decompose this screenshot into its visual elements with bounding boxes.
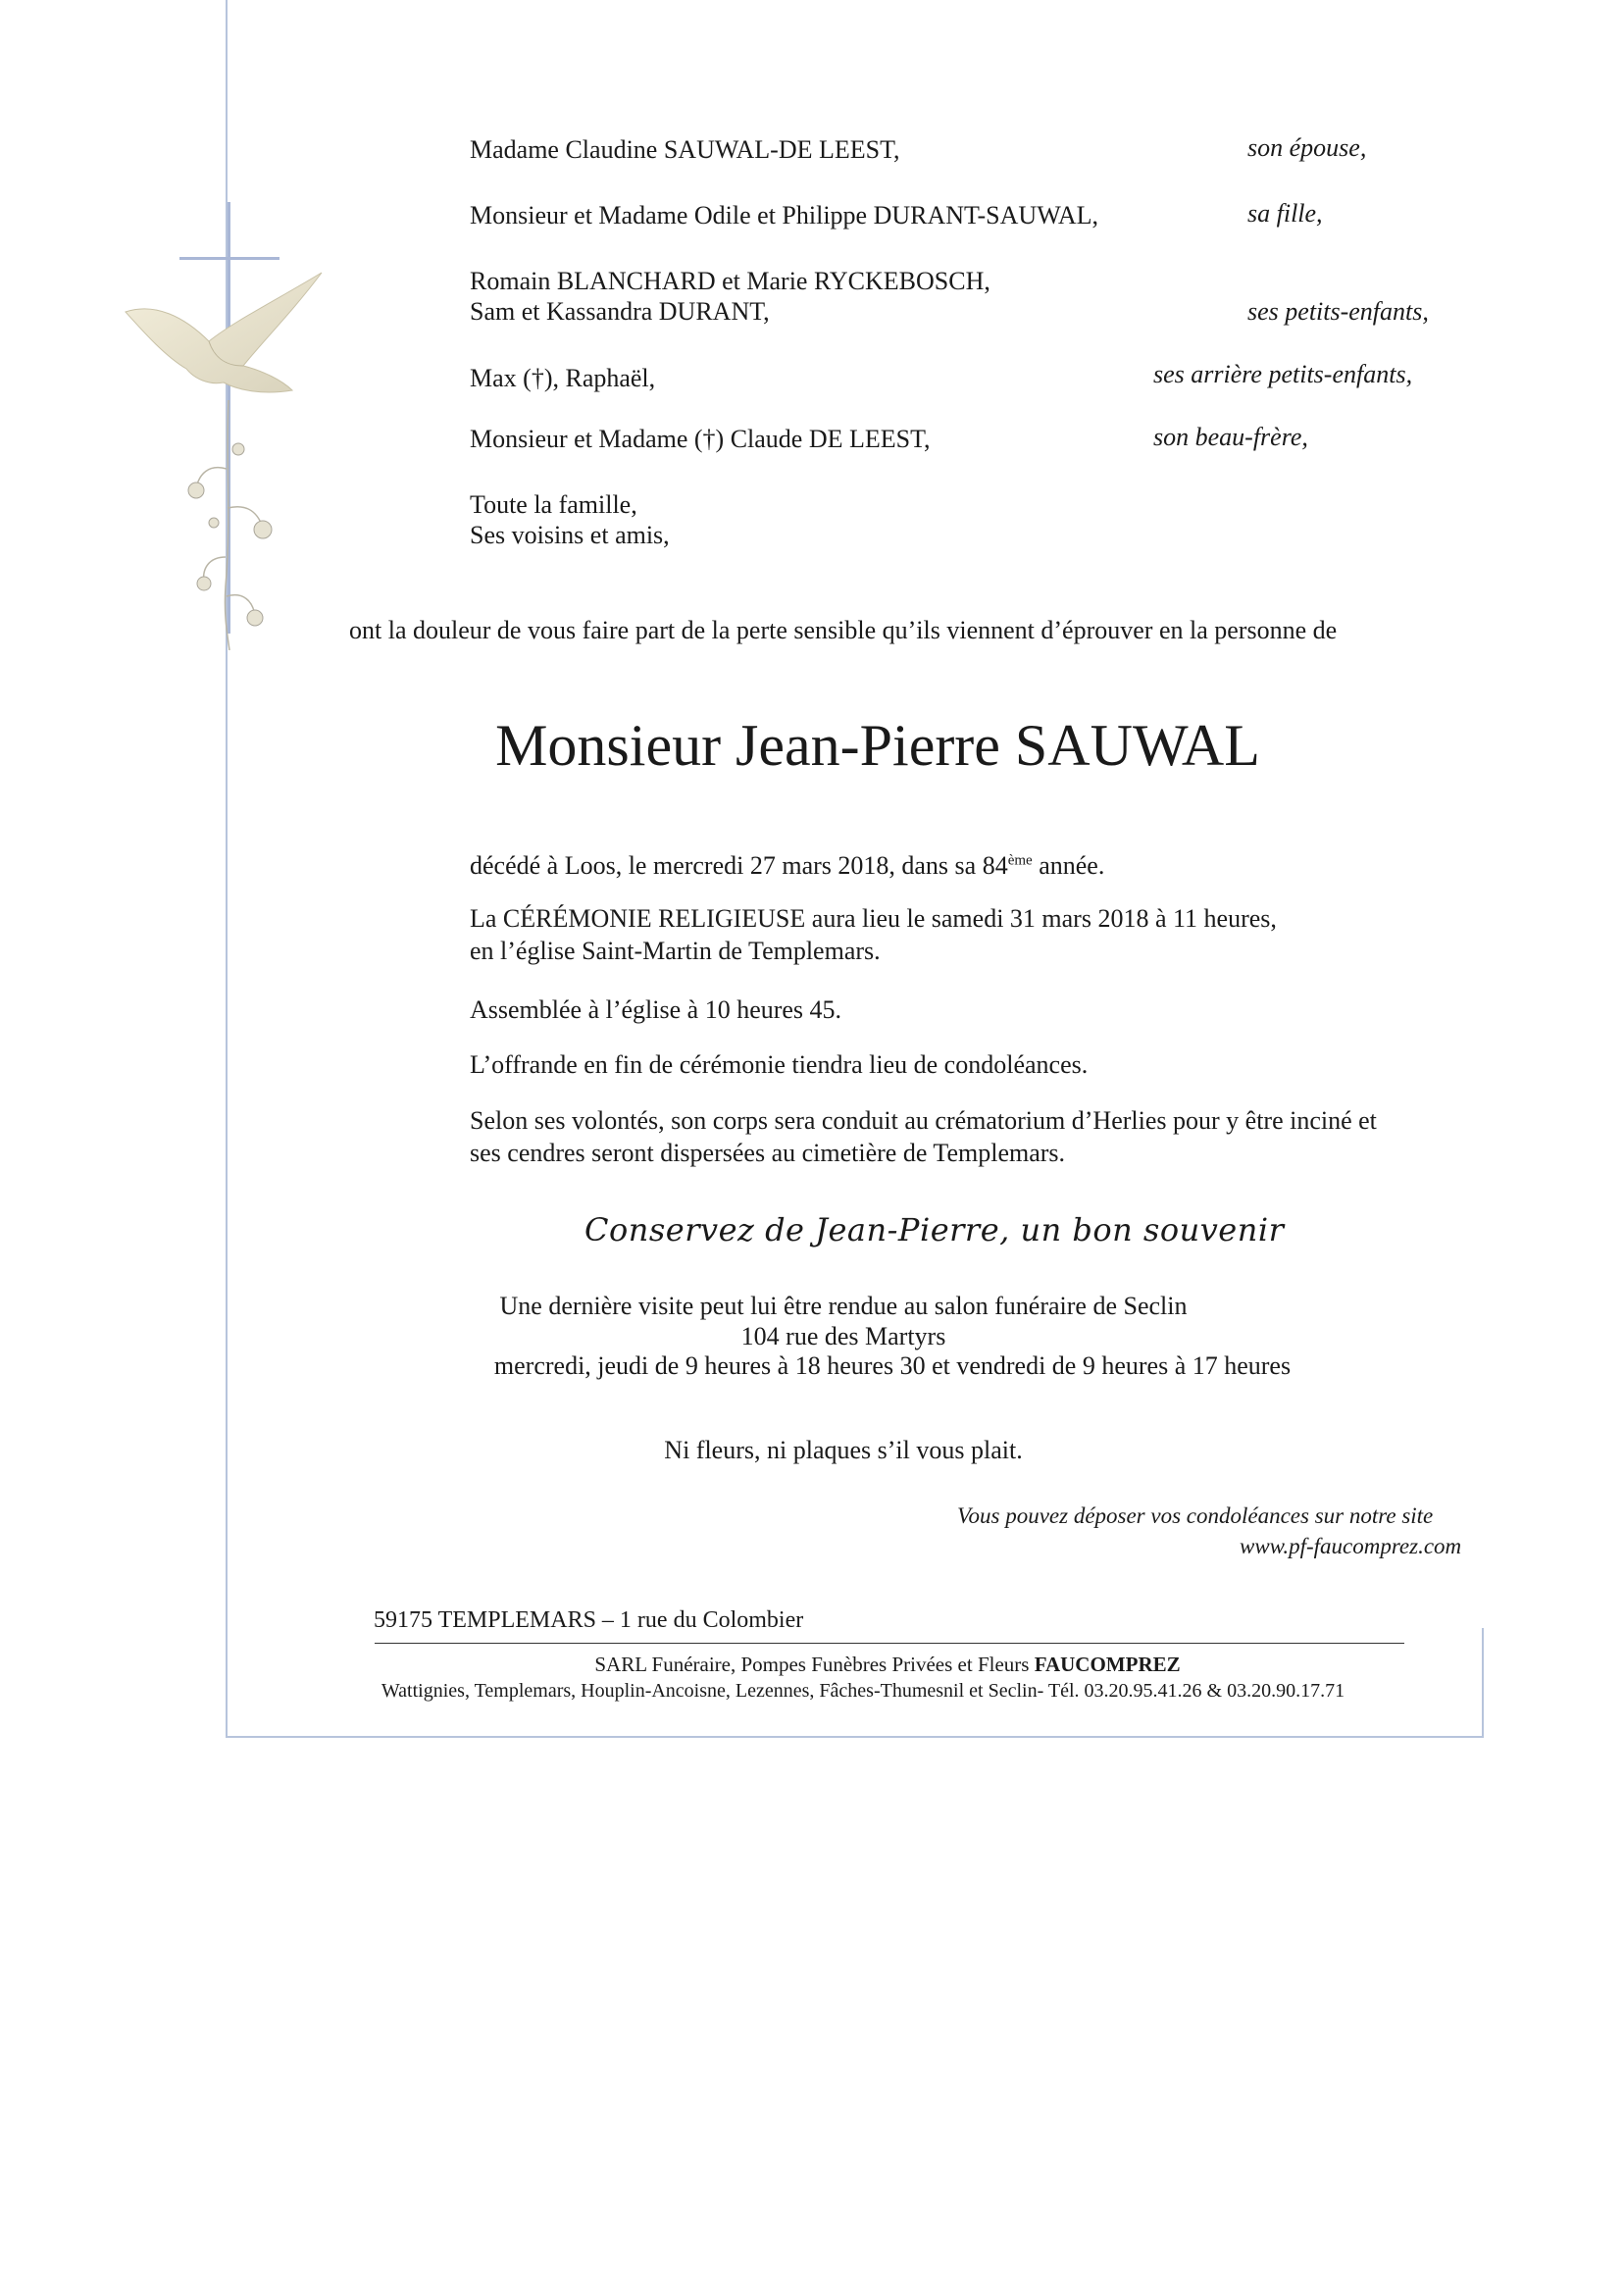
offering-text: L’offrande en fin de cérémonie tiendra lieu de condoléances. [470,1050,1089,1079]
family-name-5: Monsieur et Madame (†) Claude DE LEEST, [470,425,931,453]
family-name-3a: Romain BLANCHARD et Marie RYCKEBOSCH, [470,267,990,295]
death-sup: ème [1007,852,1033,869]
ceremony-line-2: en l’église Saint-Martin de Templemars. [470,937,881,965]
family-relation-5: son beau-frère, [1153,423,1308,451]
footer-divider [375,1643,1404,1644]
condolences-line-1: Vous pouvez déposer vos condoléances sur notre site [957,1503,1434,1528]
visit-line-2: 104 rue des Martyrs [740,1322,946,1350]
company-name: SARL Funéraire, Pompes Funèbres Privées et Fleurs [594,1653,1030,1676]
dove-and-flowers-illustration [116,263,341,655]
frame-right-border [1482,1628,1484,1738]
family-name-4: Max (†), Raphaël, [470,364,656,392]
condolences-website: www.pf-faucomprez.com [1240,1534,1462,1558]
family-name-1: Madame Claudine SAUWAL-DE LEEST, [470,135,900,164]
death-details [470,850,1104,882]
family-name-3b: Sam et Kassandra DURANT, [470,297,770,326]
company-brand: FAUCOMPREZ [1034,1653,1181,1676]
visit-line-1: Une dernière visite peut lui être rendue au salon funéraire de Seclin [499,1292,1188,1320]
company-line-2: Wattignies, Templemars, Houplin-Ancoisne, Lezennes, Fâches-Thumesnil et Seclin- Tél. 03.20.95.41.26 & 03.20.90.17.71 [381,1680,1345,1702]
death-text: décédé à Loos, le mercredi 27 mars 2018, dans sa 84 [470,851,1008,880]
death-text-after: année. [1032,851,1105,880]
family-relation-2: sa fille, [1247,199,1323,228]
address-text: 59175 TEMPLEMARS – 1 rue du Colombier [374,1607,804,1633]
announcement-text: ont la douleur de vous faire part de la perte sensible qu’ils viennent d’éprouver en la personne de [349,616,1338,644]
assembly-text: Assemblée à l’église à 10 heures 45. [470,995,842,1024]
frame-bottom-border [226,1736,1484,1738]
family-relation-3: ses petits-enfants, [1247,297,1429,326]
others-line-1: Toute la famille, [470,490,637,519]
visit-line-3: mercredi, jeudi de 9 heures à 18 heures 30 et vendredi de 9 heures à 17 heures [493,1351,1292,1380]
family-relation-1: son épouse, [1247,133,1367,162]
ceremony-line-1: La CÉRÉMONIE RELIGIEUSE aura lieu le samedi 31 mars 2018 à 11 heures, [470,904,1277,933]
company-line-1 [373,1652,1402,1677]
deceased-name: Monsieur Jean-Pierre SAUWAL [495,713,1260,778]
wishes-line-2: ses cendres seront dispersées au cimetière de Templemars. [470,1139,1066,1167]
family-name-2: Monsieur et Madame Odile et Philippe DURANT-SAUWAL, [470,201,1099,229]
wishes-line-1: Selon ses volontés, son corps sera conduit au crématorium d’Herlies pour y être inciné et [470,1106,1377,1135]
family-relation-4: ses arrière petits-enfants, [1153,360,1413,388]
flowers-text: Ni fleurs, ni plaques s’il vous plait. [664,1436,1023,1464]
souvenir-script: Conservez de Jean-Pierre, un bon souvenir [584,1211,1285,1248]
others-line-2: Ses voisins et amis, [470,521,670,549]
